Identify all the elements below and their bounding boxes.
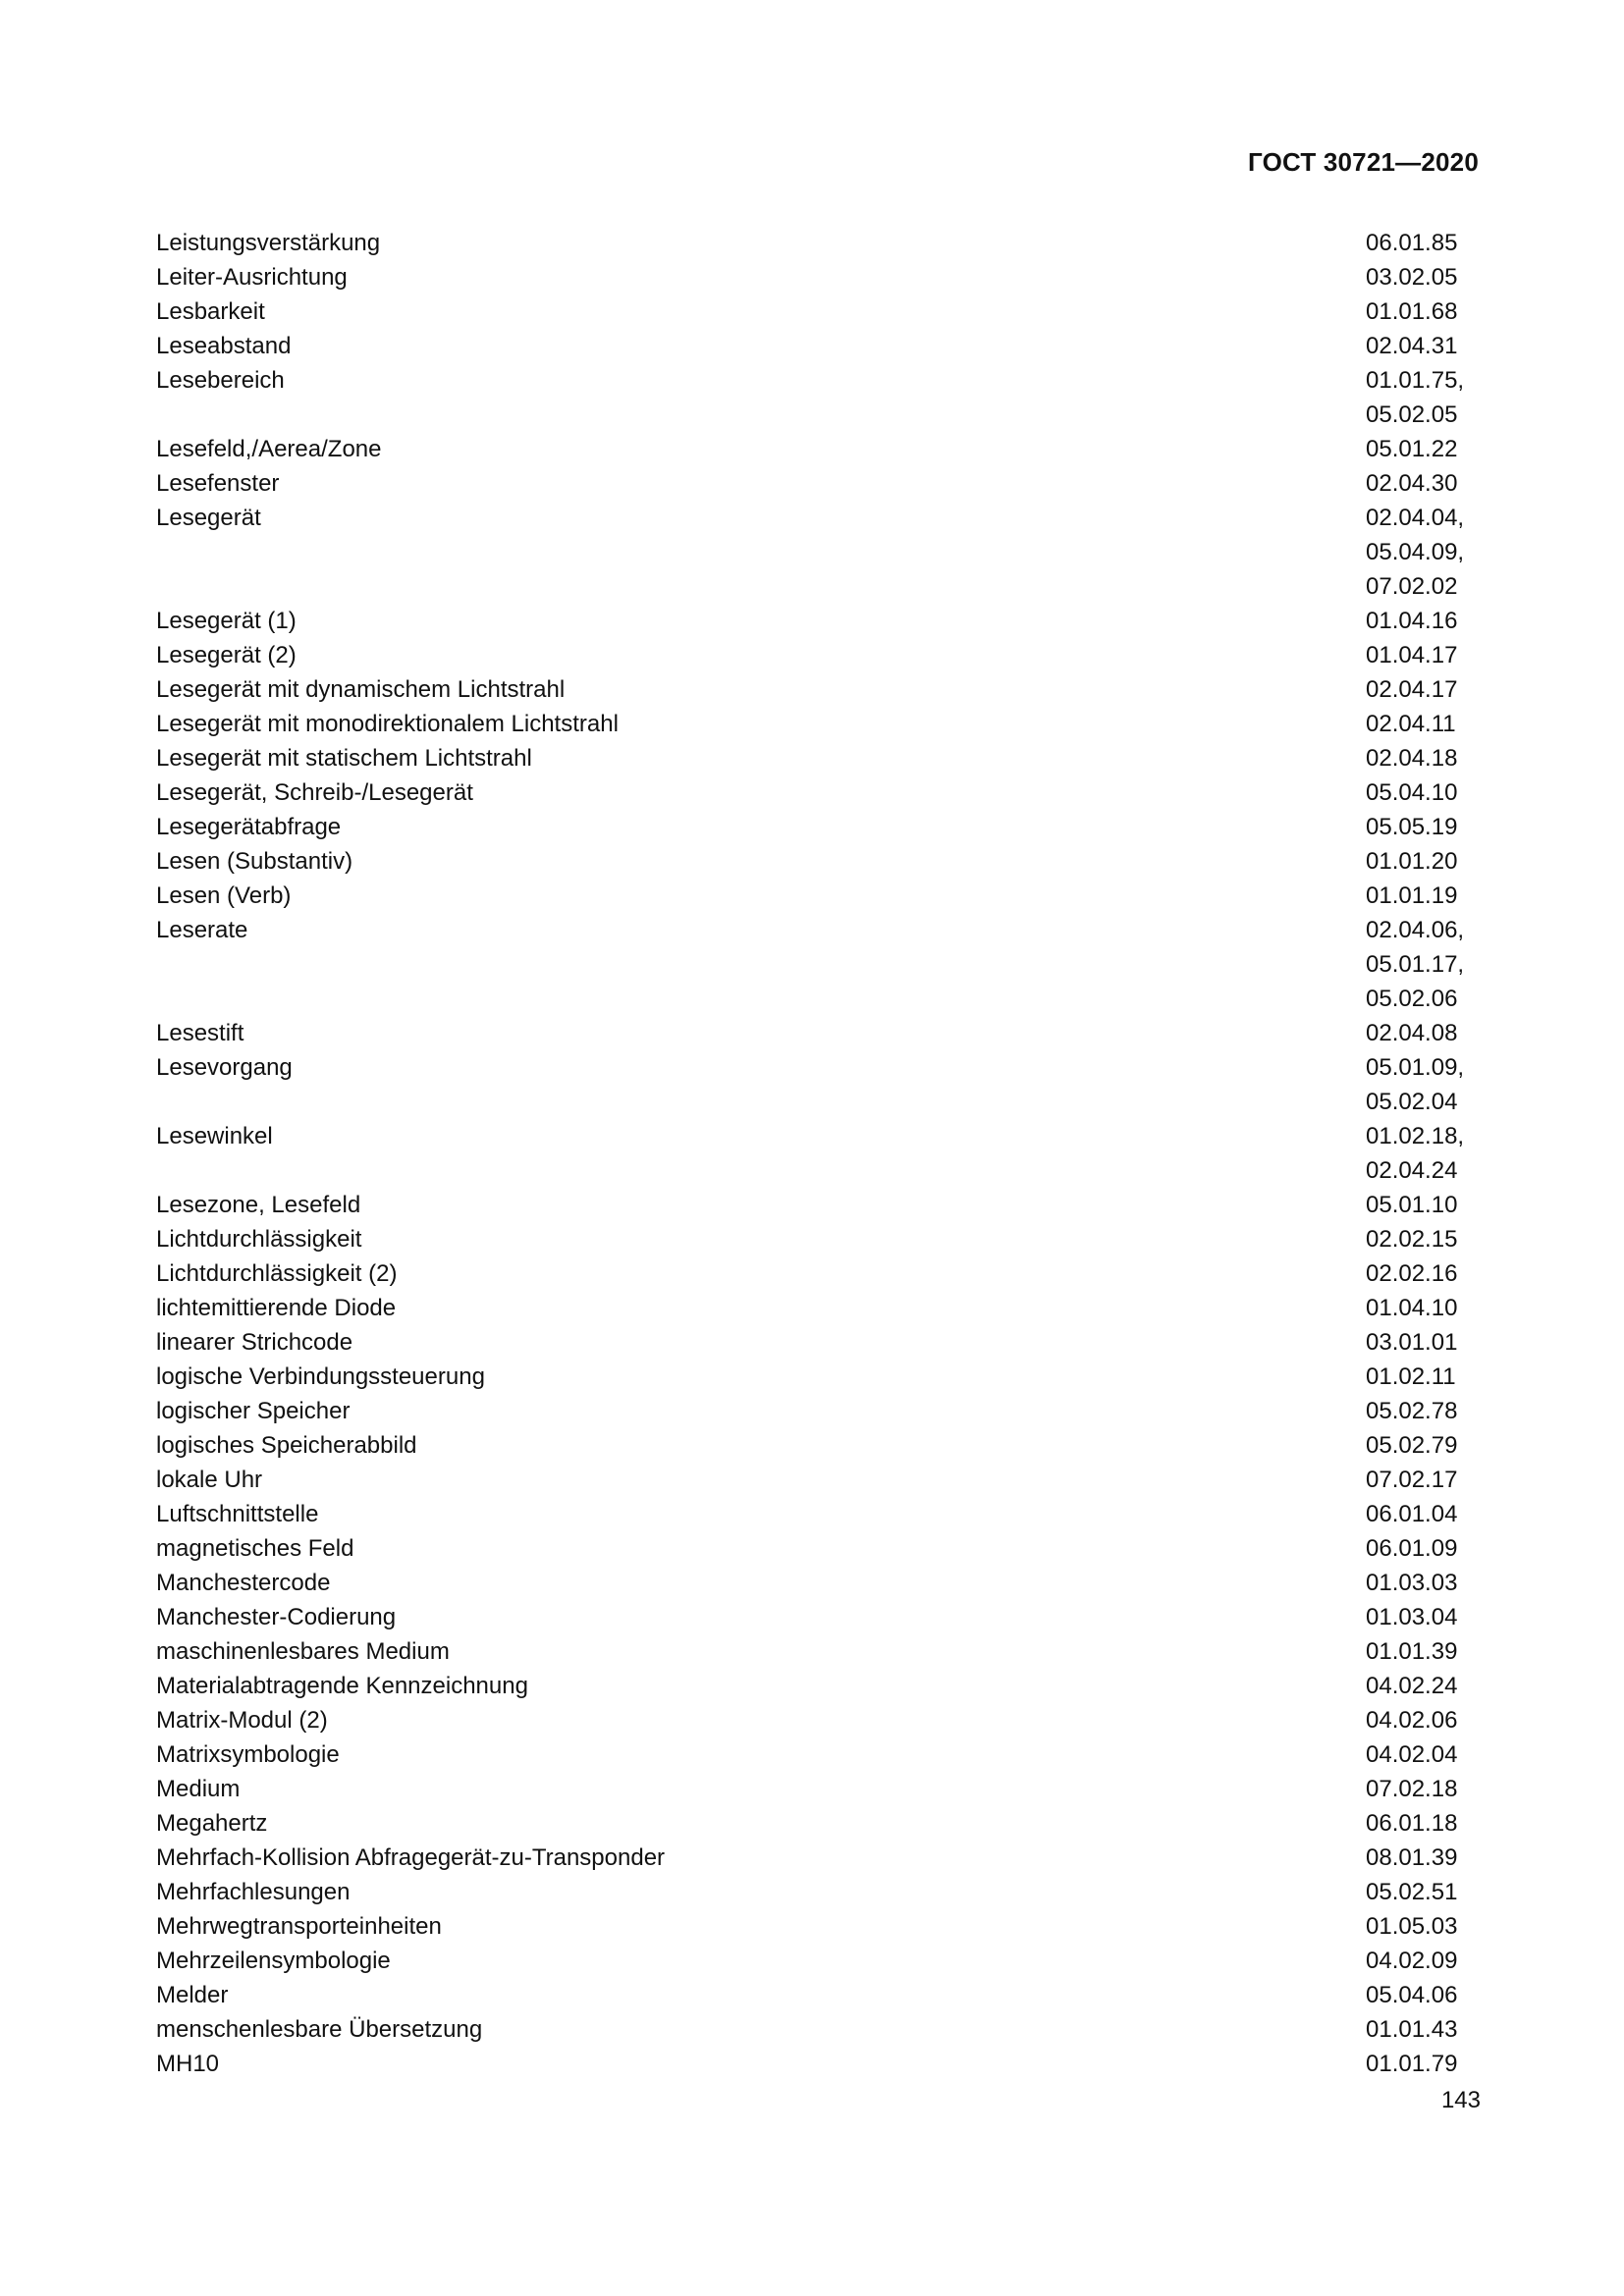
index-codes: [1366, 260, 1474, 294]
index-codes: [1366, 1016, 1474, 1050]
index-codes: [1366, 1531, 1474, 1566]
index-entry: [156, 1463, 1482, 1497]
index-codes: [1366, 1875, 1474, 1909]
term-code: 08.01.39: [1366, 1844, 1458, 1871]
index-term: Lesegerät: [156, 505, 261, 531]
index-entry: [156, 1531, 1482, 1566]
index-term: lokale Uhr: [156, 1467, 263, 1493]
index-entry: [156, 672, 1482, 707]
index-codes: [1366, 1978, 1474, 2012]
term-code: 02.04.31: [1366, 333, 1458, 359]
index-codes: [1366, 775, 1474, 810]
index-codes: [1366, 1944, 1474, 1978]
index-entry: [156, 879, 1482, 913]
index-codes: [1366, 329, 1474, 363]
index-codes: [1366, 1394, 1474, 1428]
index-entry: [156, 1325, 1482, 1360]
term-code: 01.03.03: [1366, 1570, 1458, 1596]
index-term: Mehrzeilensymbologie: [156, 1948, 391, 1974]
index-entry: [156, 2047, 1482, 2081]
term-code: 05.04.09,: [1366, 539, 1465, 565]
index-term: logischer Speicher: [156, 1398, 351, 1424]
index-term: Lesegerät (2): [156, 642, 297, 668]
index-term: Lesen (Substantiv): [156, 848, 353, 875]
term-code: 01.04.16: [1366, 608, 1458, 634]
term-code: 01.03.04: [1366, 1604, 1458, 1630]
index-term: Lichtdurchlässigkeit (2): [156, 1260, 398, 1287]
index-entry: [156, 432, 1482, 466]
index-term: Leseabstand: [156, 333, 292, 359]
index-entry: [156, 604, 1482, 638]
index-entry: [156, 1360, 1482, 1394]
index-term: Leiter-Ausrichtung: [156, 264, 348, 291]
index-entry: [156, 466, 1482, 501]
index-codes: [1366, 913, 1474, 1016]
term-code: 05.01.09,: [1366, 1054, 1465, 1081]
index-term: Mehrfachlesungen: [156, 1879, 351, 1905]
term-code: 01.04.10: [1366, 1295, 1458, 1321]
index-entry: [156, 1566, 1482, 1600]
index-entry: [156, 1222, 1482, 1256]
index-entry: [156, 1291, 1482, 1325]
index-term: Matrix-Modul (2): [156, 1707, 328, 1734]
index-entry: [156, 810, 1482, 844]
term-code: 02.04.18: [1366, 745, 1458, 772]
index-term: Lesegerätabfrage: [156, 814, 342, 840]
index-codes: [1366, 1291, 1474, 1325]
index-entry: [156, 1497, 1482, 1531]
index-entry: [156, 1016, 1482, 1050]
index-term: Manchestercode: [156, 1570, 331, 1596]
index-entry: [156, 226, 1482, 260]
index-term: Lesbarkeit: [156, 298, 265, 325]
index-term: Lesefenster: [156, 470, 280, 497]
index-codes: [1366, 501, 1474, 604]
index-entry: [156, 707, 1482, 741]
term-code: 05.02.79: [1366, 1432, 1458, 1459]
term-code: 02.02.16: [1366, 1260, 1458, 1287]
index-entry: [156, 638, 1482, 672]
index-term: Materialabtragende Kennzeichnung: [156, 1673, 528, 1699]
term-code: 02.04.17: [1366, 676, 1458, 703]
index-term: Megahertz: [156, 1810, 268, 1837]
term-code: 05.02.04: [1366, 1089, 1458, 1115]
index-entry: [156, 741, 1482, 775]
term-code: 05.01.17,: [1366, 951, 1465, 978]
term-code: 07.02.17: [1366, 1467, 1458, 1493]
index-entry: [156, 913, 1482, 1016]
index-codes: [1366, 1428, 1474, 1463]
index-codes: [1366, 1737, 1474, 1772]
index-term: Mehrwegtransporteinheiten: [156, 1913, 442, 1940]
term-code: 03.02.05: [1366, 264, 1458, 291]
index-list: [156, 226, 1482, 2081]
index-codes: [1366, 1806, 1474, 1841]
index-codes: [1366, 810, 1474, 844]
index-entry: [156, 1394, 1482, 1428]
index-term: menschenlesbare Übersetzung: [156, 2016, 483, 2043]
term-code: 04.02.04: [1366, 1741, 1458, 1768]
index-term: lichtemittierende Diode: [156, 1295, 397, 1321]
page-number: 143: [1440, 2087, 1481, 2113]
index-term: Mehrfach-Kollision Abfragegerät-zu-Transponder: [156, 1844, 666, 1871]
index-entry: [156, 260, 1482, 294]
index-entry: [156, 1428, 1482, 1463]
index-term: Luftschnittstelle: [156, 1501, 319, 1527]
index-term: Leserate: [156, 917, 248, 943]
index-codes: [1366, 1566, 1474, 1600]
index-codes: [1366, 1669, 1474, 1703]
index-codes: [1366, 1703, 1474, 1737]
term-code: 02.02.15: [1366, 1226, 1458, 1253]
index-term: Lesestift: [156, 1020, 244, 1046]
index-entry: [156, 1978, 1482, 2012]
index-codes: [1366, 604, 1474, 638]
term-code: 05.05.19: [1366, 814, 1458, 840]
index-term: Lesegerät mit dynamischem Lichtstrahl: [156, 676, 566, 703]
index-entry: [156, 294, 1482, 329]
index-entry: [156, 1909, 1482, 1944]
index-term: Lesegerät, Schreib-/Lesegerät: [156, 779, 473, 806]
index-term: Lesegerät mit monodirektionalem Lichtstrahl: [156, 711, 619, 737]
index-codes: [1366, 707, 1474, 741]
term-code: 05.02.05: [1366, 401, 1458, 428]
index-term: Lesebereich: [156, 367, 285, 394]
index-entry: [156, 1772, 1482, 1806]
index-term: maschinenlesbares Medium: [156, 1638, 450, 1665]
term-code: 05.02.78: [1366, 1398, 1458, 1424]
index-entry: [156, 1875, 1482, 1909]
index-codes: [1366, 294, 1474, 329]
index-entry: [156, 1669, 1482, 1703]
index-term: Lesefeld,/Aerea/Zone: [156, 436, 382, 462]
index-term: Manchester-Codierung: [156, 1604, 397, 1630]
index-codes: [1366, 466, 1474, 501]
index-term: logisches Speicherabbild: [156, 1432, 417, 1459]
index-codes: [1366, 1050, 1474, 1119]
index-term: Lesegerät mit statischem Lichtstrahl: [156, 745, 532, 772]
index-entry: [156, 2012, 1482, 2047]
page-header: ГОСТ 30721—2020: [1248, 147, 1479, 177]
index-entry: [156, 844, 1482, 879]
index-codes: [1366, 1841, 1474, 1875]
index-entry: [156, 329, 1482, 363]
term-code: 05.01.10: [1366, 1192, 1458, 1218]
index-entry: [156, 1944, 1482, 1978]
term-code: 06.01.04: [1366, 1501, 1458, 1527]
term-code: 05.02.51: [1366, 1879, 1458, 1905]
index-codes: [1366, 2012, 1474, 2047]
term-code: 02.04.04,: [1366, 505, 1465, 531]
index-codes: [1366, 1360, 1474, 1394]
term-code: 02.04.11: [1366, 711, 1456, 737]
index-entry: [156, 1841, 1482, 1875]
index-entry: [156, 1188, 1482, 1222]
index-codes: [1366, 1463, 1474, 1497]
index-term: Melder: [156, 1982, 229, 2008]
index-codes: [1366, 1222, 1474, 1256]
term-code: 06.01.18: [1366, 1810, 1458, 1837]
index-codes: [1366, 1188, 1474, 1222]
term-code: 01.02.18,: [1366, 1123, 1465, 1149]
index-term: Lesen (Verb): [156, 882, 292, 909]
index-entry: [156, 1703, 1482, 1737]
index-codes: [1366, 1325, 1474, 1360]
term-code: 01.01.20: [1366, 848, 1458, 875]
index-term: Lichtdurchlässigkeit: [156, 1226, 362, 1253]
index-codes: [1366, 741, 1474, 775]
term-code: 05.04.10: [1366, 779, 1458, 806]
term-code: 01.01.79: [1366, 2051, 1458, 2077]
index-codes: [1366, 1600, 1474, 1634]
term-code: 06.01.85: [1366, 230, 1458, 256]
index-codes: [1366, 1909, 1474, 1944]
index-entry: [156, 1050, 1482, 1119]
index-term: magnetisches Feld: [156, 1535, 354, 1562]
index-term: Lesewinkel: [156, 1123, 273, 1149]
index-term: linearer Strichcode: [156, 1329, 353, 1356]
index-codes: [1366, 1497, 1474, 1531]
term-code: 01.01.43: [1366, 2016, 1458, 2043]
term-code: 01.01.19: [1366, 882, 1458, 909]
index-entry: [156, 1737, 1482, 1772]
index-codes: [1366, 432, 1474, 466]
term-code: 03.01.01: [1366, 1329, 1458, 1356]
term-code: 07.02.02: [1366, 573, 1458, 600]
index-entry: [156, 1600, 1482, 1634]
index-codes: [1366, 638, 1474, 672]
term-code: 05.02.06: [1366, 986, 1458, 1012]
index-codes: [1366, 2047, 1474, 2081]
term-code: 04.02.09: [1366, 1948, 1458, 1974]
index-entry: [156, 501, 1482, 604]
index-term: Matrixsymbologie: [156, 1741, 340, 1768]
term-code: 05.04.06: [1366, 1982, 1458, 2008]
term-code: 01.05.03: [1366, 1913, 1458, 1940]
term-code: 01.01.39: [1366, 1638, 1458, 1665]
index-term: Medium: [156, 1776, 241, 1802]
index-term: logische Verbindungssteuerung: [156, 1363, 485, 1390]
term-code: 05.01.22: [1366, 436, 1458, 462]
term-code: 01.01.68: [1366, 298, 1458, 325]
index-codes: [1366, 879, 1474, 913]
index-term: Lesezone, Lesefeld: [156, 1192, 361, 1218]
index-codes: [1366, 1256, 1474, 1291]
index-entry: [156, 775, 1482, 810]
index-entry: [156, 1256, 1482, 1291]
term-code: 07.02.18: [1366, 1776, 1458, 1802]
index-codes: [1366, 363, 1474, 432]
index-entry: [156, 1119, 1482, 1188]
index-codes: [1366, 226, 1474, 260]
term-code: 02.04.08: [1366, 1020, 1458, 1046]
term-code: 02.04.24: [1366, 1157, 1458, 1184]
index-codes: [1366, 1634, 1474, 1669]
term-code: 04.02.24: [1366, 1673, 1458, 1699]
index-term: MH10: [156, 2051, 220, 2077]
index-codes: [1366, 1119, 1474, 1188]
index-term: Leistungsverstärkung: [156, 230, 381, 256]
term-code: 01.02.11: [1366, 1363, 1456, 1390]
index-entry: [156, 1634, 1482, 1669]
index-codes: [1366, 672, 1474, 707]
index-entry: [156, 1806, 1482, 1841]
index-codes: [1366, 1772, 1474, 1806]
term-code: 04.02.06: [1366, 1707, 1458, 1734]
term-code: 01.04.17: [1366, 642, 1458, 668]
index-term: Lesegerät (1): [156, 608, 297, 634]
term-code: 06.01.09: [1366, 1535, 1458, 1562]
index-term: Lesevorgang: [156, 1054, 293, 1081]
term-code: 02.04.30: [1366, 470, 1458, 497]
index-entry: [156, 363, 1482, 432]
index-codes: [1366, 844, 1474, 879]
term-code: 02.04.06,: [1366, 917, 1465, 943]
term-code: 01.01.75,: [1366, 367, 1465, 394]
